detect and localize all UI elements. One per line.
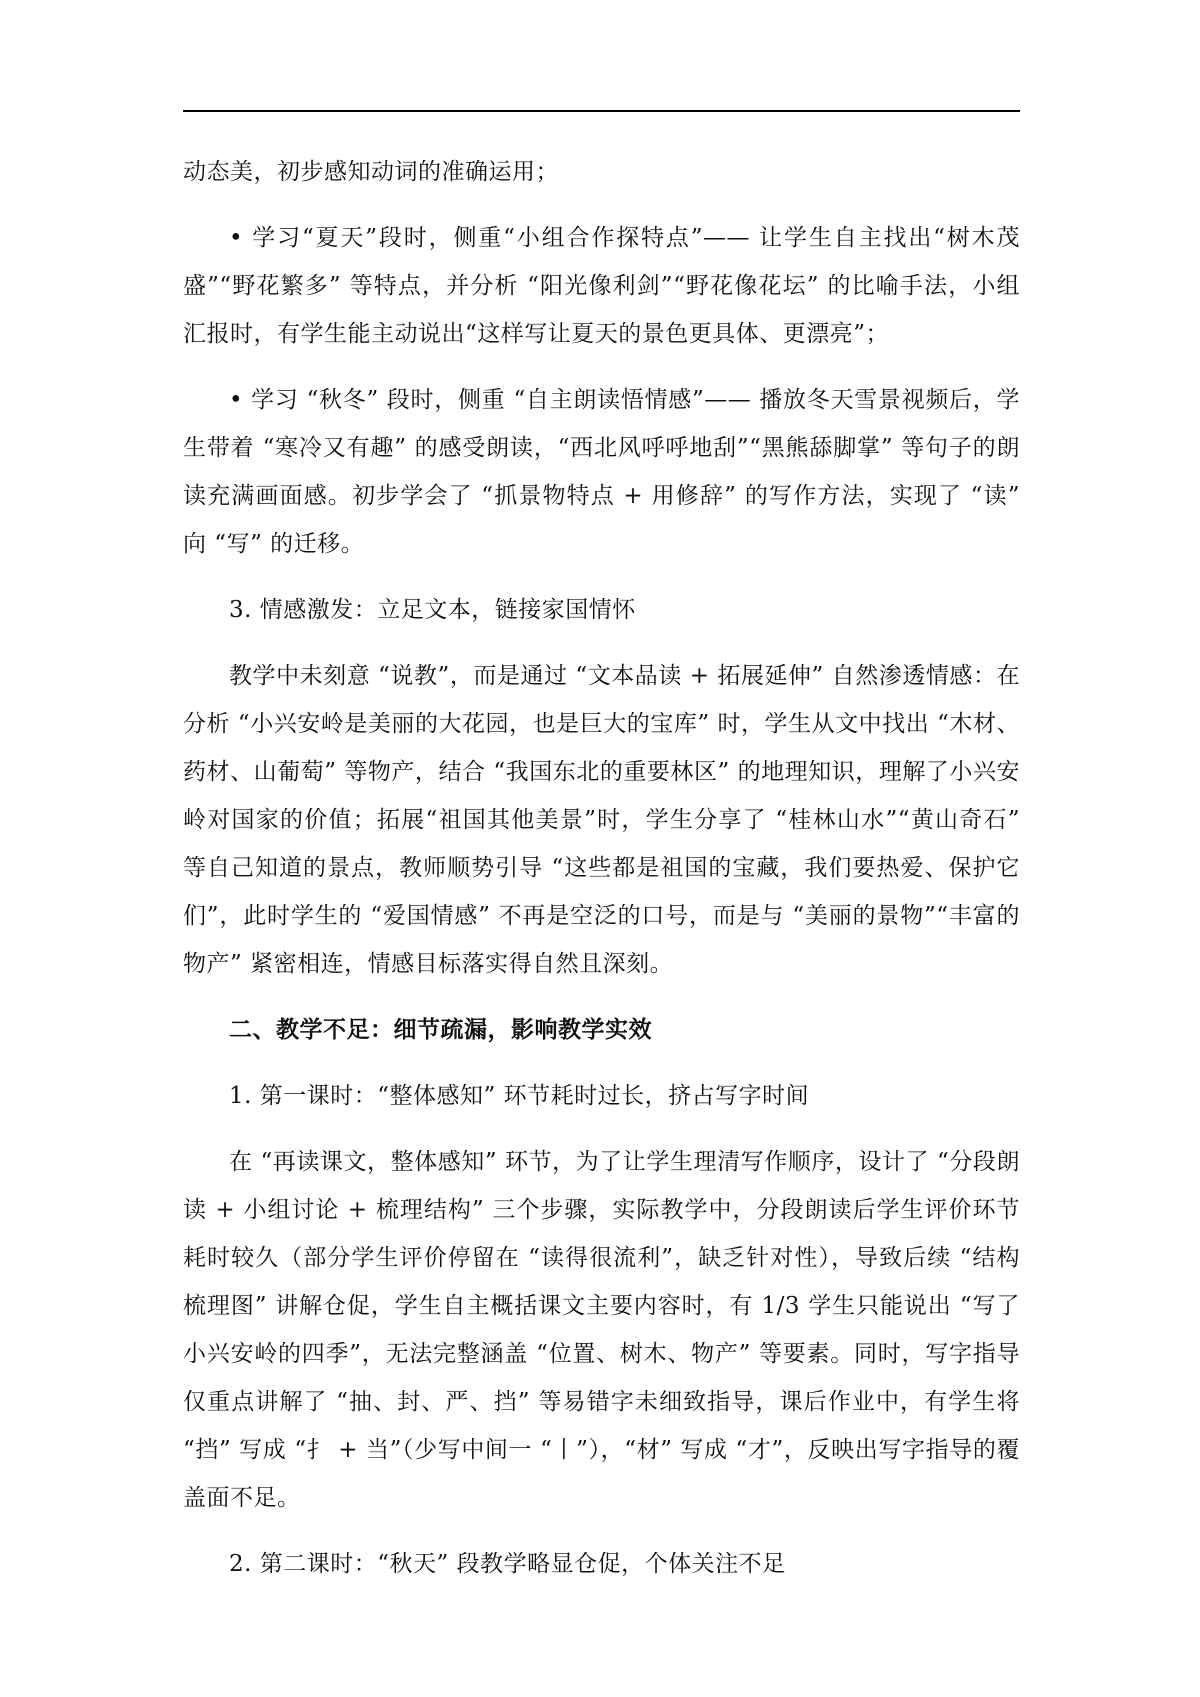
paragraph-continuation: 动态美，初步感知动词的准确运用；	[183, 159, 559, 185]
subheading-emotion: 3. 情感激发：立足文本，链接家国情怀	[229, 597, 636, 623]
bullet-summer: • 学习“夏天”段时，侧重“小组合作探特点”—— 让学生自主找出“树木茂盛”“野花繁多” 等特点，并分析 “阳光像利剑”“野花像花坛” 的比喻手法，小组汇报时，有学生能主动说出“这样写让夏天的景色更具体、更漂亮”；	[183, 225, 1020, 347]
paragraph-emotion: 教学中未刻意 “说教”，而是通过 “文本品读 + 拓展延伸” 自然渗透情感：在分析 “小兴安岭是美丽的大花园，也是巨大的宝库” 时，学生从文中找出 “木材、药材、山葡萄” 等物产，结合 “我国东北的重要林区” 的地理知识，理解了小兴安岭对国家的价值；拓展“祖国其他美景”时，学生分享了 “桂林山水”“黄山奇石” 等自己知道的景点，教师顺势引导 “这些都是祖国的宝藏，我们要热爱、保护它们”，此时学生的 “爱国情感” 不再是空泛的口号，而是与 “美丽的景物”“丰富的物产” 紧密相连，情感目标落实得自然且深刻。	[183, 663, 1020, 977]
subheading-lesson-two: 2. 第二课时：“秋天” 段教学略显仓促，个体关注不足	[229, 1551, 786, 1577]
header-rule	[183, 110, 1020, 112]
section-heading-shortcomings: 二、教学不足：细节疏漏，影响教学实效	[229, 1016, 652, 1043]
document-body	[183, 148, 1020, 1588]
paragraph-lesson-one: 在 “再读课文，整体感知” 环节，为了让学生理清写作顺序，设计了 “分段朗读 + 小组讨论 + 梳理结构” 三个步骤，实际教学中，分段朗读后学生评价环节耗时较久（部分学生评价停留在 “读得很流利”，缺乏针对性），导致后续 “结构梳理图” 讲解仓促，学生自主概括课文主要内容时，有 1/3 学生只能说出 “写了小兴安岭的四季”，无法完整涵盖 “位置、树木、物产” 等要素。同时，写字指导仅重点讲解了 “抽、封、严、挡” 等易错字未细致指导，课后作业中，有学生将 “挡” 写成 “扌 + 当”（少写中间一 “丨”），“材” 写成 “才”，反映出写字指导的覆盖面不足。	[183, 1149, 1020, 1511]
bullet-autumn-winter: • 学习 “秋冬” 段时，侧重 “自主朗读悟情感”—— 播放冬天雪景视频后，学生带着 “寒冷又有趣” 的感受朗读，“西北风呼呼地刮”“黑熊舔脚掌” 等句子的朗读充满画面感。初步学会了 “抓景物特点 + 用修辞” 的写作方法，实现了 “读” 向 “写” 的迁移。	[183, 387, 1020, 557]
subheading-lesson-one: 1. 第一课时：“整体感知” 环节耗时过长，挤占写字时间	[229, 1083, 810, 1109]
